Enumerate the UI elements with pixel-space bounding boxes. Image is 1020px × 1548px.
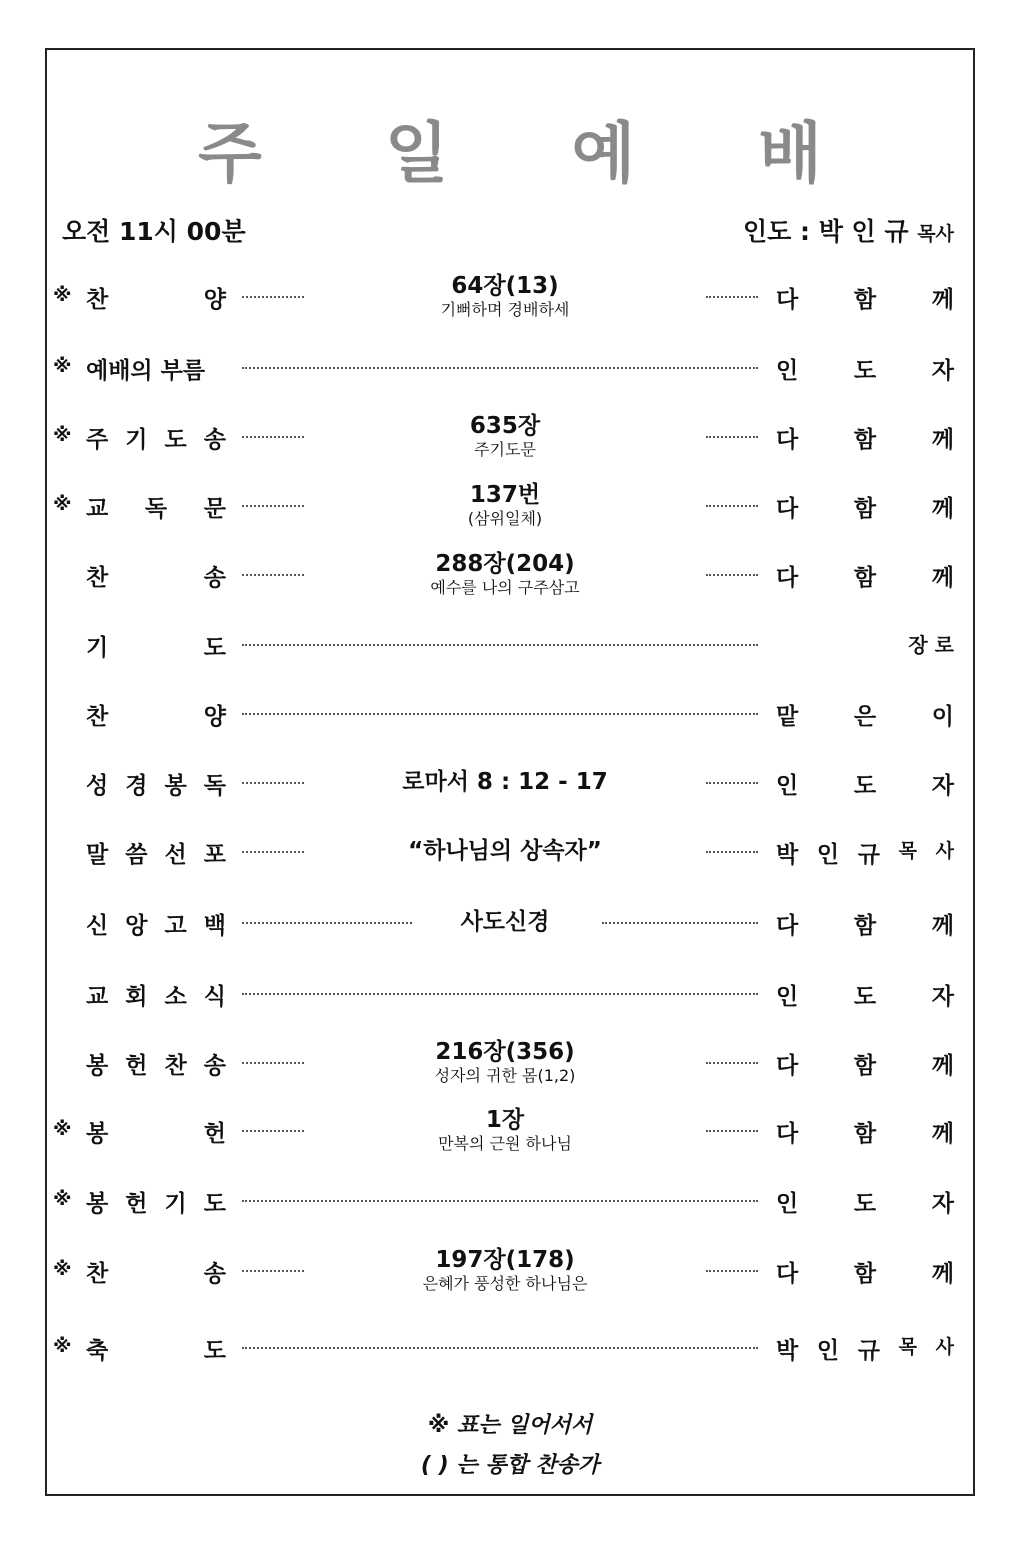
item-label: 말 씀 선 포 bbox=[86, 842, 226, 868]
item-responsible: 다 함 께 bbox=[776, 496, 954, 522]
item-label: 찬 송 bbox=[86, 565, 226, 591]
item-responsible: 다 함 께 bbox=[776, 1261, 954, 1287]
item-number: 로마서 8 : 12 - 17 bbox=[402, 769, 608, 795]
item-responsible: 박 인 규 목 사 bbox=[776, 1336, 954, 1364]
footer-note-standing: ※ 표는 일어서서 bbox=[427, 1413, 593, 1438]
item-responsible: 다 함 께 bbox=[776, 1053, 954, 1079]
dot-leader bbox=[706, 1062, 758, 1064]
order-item bbox=[0, 821, 1020, 881]
order-item bbox=[0, 1100, 1020, 1160]
order-item bbox=[0, 892, 1020, 952]
item-title: 은혜가 풍성한 하나님은 bbox=[422, 1274, 588, 1293]
item-responsible: 박 인 규 목 사 bbox=[776, 840, 954, 868]
item-title: (삼위일체) bbox=[467, 509, 543, 528]
item-responsible: 다 함 께 bbox=[776, 913, 954, 939]
footer-note-hymnal: ( ) 는 통합 찬송가 bbox=[420, 1453, 600, 1478]
standing-mark: ※ bbox=[53, 1335, 72, 1357]
item-number: 197장(178) bbox=[435, 1247, 575, 1273]
item-label: 예배의 부름 bbox=[86, 358, 206, 384]
service-leader bbox=[743, 212, 954, 248]
item-responsible: 인 도 자 bbox=[776, 773, 954, 799]
dot-leader bbox=[242, 782, 304, 784]
item-detail bbox=[310, 752, 700, 812]
item-responsible: 다 함 께 bbox=[776, 287, 954, 313]
item-label: 봉 헌 기 도 bbox=[86, 1191, 226, 1217]
order-item bbox=[0, 406, 1020, 466]
item-label: 신 앙 고 백 bbox=[86, 913, 226, 939]
dot-leader bbox=[242, 1062, 304, 1064]
item-title: 만복의 근원 하나님 bbox=[438, 1134, 572, 1153]
item-label: 교 독 문 bbox=[86, 496, 226, 522]
standing-mark: ※ bbox=[53, 1258, 72, 1280]
item-number: 288장(204) bbox=[435, 551, 575, 577]
item-label: 봉 헌 찬 송 bbox=[86, 1053, 226, 1079]
order-item bbox=[0, 1317, 1020, 1377]
item-detail bbox=[310, 406, 700, 466]
dot-leader bbox=[706, 574, 758, 576]
item-detail bbox=[310, 1032, 700, 1092]
item-detail bbox=[310, 266, 700, 326]
dot-leader bbox=[706, 505, 758, 507]
item-responsible: 맡 은 이 bbox=[776, 704, 954, 730]
dot-leader bbox=[242, 1200, 758, 1202]
item-responsible: 인 도 자 bbox=[776, 358, 954, 384]
order-item bbox=[0, 963, 1020, 1023]
order-item bbox=[0, 614, 1020, 674]
leader-name: 인도 : 박 인 규 bbox=[743, 217, 909, 246]
item-responsible: 다 함 께 bbox=[776, 1121, 954, 1147]
item-label: 찬 양 bbox=[86, 287, 226, 313]
dot-leader bbox=[242, 367, 758, 369]
item-title: 성자의 귀한 몸(1,2) bbox=[434, 1066, 576, 1085]
page-title: 주 일 예 배 bbox=[198, 115, 872, 192]
dot-leader bbox=[242, 436, 304, 438]
dot-leader bbox=[706, 1270, 758, 1272]
item-responsible: 다 함 께 bbox=[776, 427, 954, 453]
order-item bbox=[0, 544, 1020, 604]
order-item bbox=[0, 475, 1020, 535]
item-detail bbox=[310, 1240, 700, 1300]
item-number: 64장(13) bbox=[451, 273, 559, 299]
order-item bbox=[0, 1170, 1020, 1230]
item-label: 축 도 bbox=[86, 1338, 226, 1364]
dot-leader bbox=[242, 644, 758, 646]
item-number: “하나님의 상속자” bbox=[408, 838, 602, 864]
item-label: 주 기 도 송 bbox=[86, 427, 226, 453]
item-number: 137번 bbox=[469, 482, 541, 508]
standing-mark: ※ bbox=[53, 355, 72, 377]
order-item bbox=[0, 1032, 1020, 1092]
item-number: 1장 bbox=[485, 1107, 525, 1133]
leader-role: 목사 bbox=[917, 223, 954, 245]
dot-leader bbox=[706, 782, 758, 784]
order-item bbox=[0, 337, 1020, 397]
item-label: 찬 송 bbox=[86, 1261, 226, 1287]
order-item bbox=[0, 266, 1020, 326]
standing-mark: ※ bbox=[53, 1118, 72, 1140]
order-item bbox=[0, 683, 1020, 743]
dot-leader bbox=[706, 436, 758, 438]
item-detail bbox=[310, 544, 700, 604]
item-title: 주기도문 bbox=[474, 440, 536, 459]
item-number: 635장 bbox=[469, 413, 541, 439]
item-responsible: 다 함 께 bbox=[776, 565, 954, 591]
item-detail bbox=[310, 892, 700, 952]
dot-leader bbox=[706, 296, 758, 298]
item-detail bbox=[310, 1100, 700, 1160]
dot-leader bbox=[242, 851, 304, 853]
item-label: 교 회 소 식 bbox=[86, 984, 226, 1010]
dot-leader bbox=[242, 1130, 304, 1132]
item-responsible: 인 도 자 bbox=[776, 1191, 954, 1217]
item-label: 찬 양 bbox=[86, 704, 226, 730]
dot-leader bbox=[706, 851, 758, 853]
item-responsible: 인 도 자 bbox=[776, 984, 954, 1010]
item-title: 예수를 나의 구주삼고 bbox=[430, 578, 580, 597]
item-number: 216장(356) bbox=[435, 1039, 575, 1065]
dot-leader bbox=[706, 1130, 758, 1132]
order-item bbox=[0, 752, 1020, 812]
item-responsible: 장 로 bbox=[908, 633, 954, 657]
item-detail bbox=[310, 821, 700, 881]
dot-leader bbox=[242, 296, 304, 298]
item-detail bbox=[310, 475, 700, 535]
standing-mark: ※ bbox=[53, 424, 72, 446]
item-label: 기 도 bbox=[86, 635, 226, 661]
dot-leader bbox=[242, 574, 304, 576]
order-item bbox=[0, 1240, 1020, 1300]
item-number: 사도신경 bbox=[460, 909, 550, 935]
standing-mark: ※ bbox=[53, 493, 72, 515]
dot-leader bbox=[242, 1347, 758, 1349]
standing-mark: ※ bbox=[53, 284, 72, 306]
dot-leader bbox=[242, 993, 758, 995]
item-label: 성 경 봉 독 bbox=[86, 773, 226, 799]
dot-leader bbox=[242, 1270, 304, 1272]
dot-leader bbox=[242, 505, 304, 507]
item-title: 기뻐하며 경배하세 bbox=[440, 300, 570, 319]
item-label: 봉 헌 bbox=[86, 1121, 226, 1147]
service-time: 오전 11시 00분 bbox=[62, 217, 246, 246]
standing-mark: ※ bbox=[53, 1188, 72, 1210]
dot-leader bbox=[242, 713, 758, 715]
